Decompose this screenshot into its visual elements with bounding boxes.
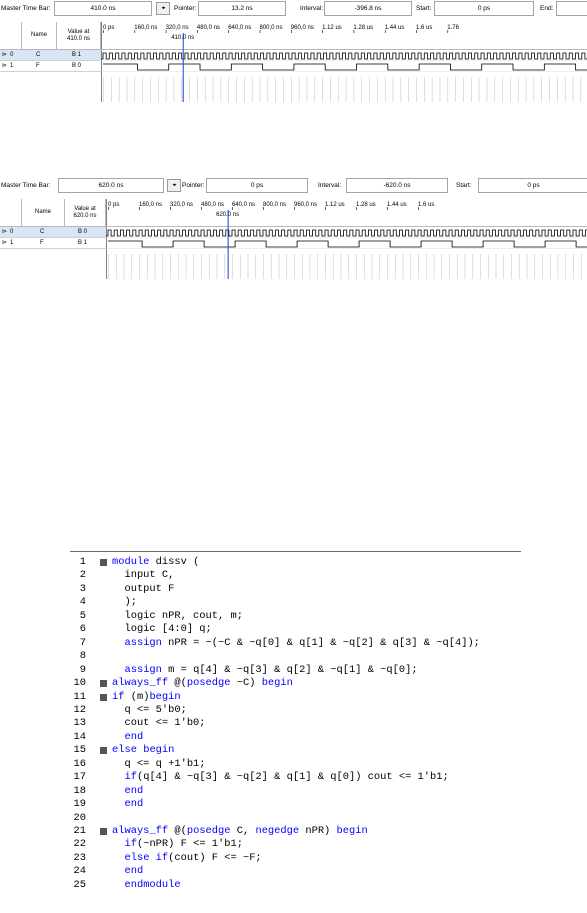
code-line[interactable] [70, 596, 521, 610]
fold-toggle-icon[interactable] [100, 680, 107, 687]
fold-toggle-icon[interactable] [100, 559, 107, 566]
code-text: ); [112, 596, 137, 609]
code-text: logic [4:0] q; [112, 623, 212, 636]
code-text: if(~nPR) F <= 1'b1; [124, 838, 243, 851]
line-number: 19 [73, 798, 86, 811]
code-text: q <= 5'b0; [112, 703, 187, 716]
master-time-bar-label: Master Time Bar: [1, 182, 51, 189]
index-header [0, 199, 22, 227]
line-number: 22 [73, 838, 86, 851]
master-time-spinner[interactable]: ◂▸ [156, 2, 170, 15]
line-number: 8 [79, 650, 86, 663]
master-time-bar-label: Master Time Bar: [1, 5, 51, 12]
time-tick-label: 800,0 ns [263, 202, 287, 208]
code-line[interactable] [70, 852, 521, 866]
value-at-label: Value at [74, 205, 96, 212]
line-number: 13 [73, 717, 86, 730]
cursor-time-label: 620.0 ns [216, 212, 240, 218]
code-line[interactable] [70, 569, 521, 583]
line-number: 23 [73, 851, 86, 864]
code-text: end [124, 865, 144, 878]
code-text: else begin [112, 744, 175, 757]
pin-icon: ⊳ [2, 229, 8, 235]
code-line[interactable] [70, 717, 521, 731]
signal-c-waveform [106, 230, 587, 236]
time-tick-label: 1.12 us [325, 202, 345, 208]
line-number: 11 [73, 690, 86, 703]
time-tick-label: 1.12 us [322, 25, 342, 31]
waveform-area[interactable] [101, 22, 587, 102]
code-line[interactable] [70, 731, 521, 745]
interval-field[interactable]: -620.0 ns [346, 178, 448, 193]
signal-row-f[interactable] [0, 61, 101, 72]
signal-row-f[interactable] [0, 238, 106, 249]
time-tick-label: 160,0 ns [134, 25, 158, 31]
code-text: always_ff @(posedge C, negedge nPR) begin [112, 825, 368, 837]
time-tick-label: 960,0 ns [290, 25, 314, 31]
signal-index: 1 [10, 63, 14, 69]
pin-icon: ⊳ [2, 52, 8, 58]
line-number: 24 [73, 865, 86, 878]
code-text: if (m)begin [112, 690, 181, 703]
signal-value: B 1 [78, 240, 88, 246]
line-number: 14 [73, 730, 86, 743]
signal-table [0, 22, 102, 102]
master-time-bar-field[interactable]: 620.0 ns [58, 178, 164, 193]
time-tick-label: 480,0 ns [201, 202, 225, 208]
code-line[interactable] [70, 771, 521, 785]
code-text: always_ff @(posedge ~C) begin [112, 677, 293, 690]
code-text: logic nPR, cout, m; [112, 609, 243, 622]
code-text: end [124, 784, 144, 797]
name-header: Name [22, 199, 65, 227]
code-line[interactable] [70, 758, 521, 772]
line-number: 1 [79, 556, 86, 568]
line-number: 3 [79, 582, 86, 595]
signal-name: F [36, 63, 40, 69]
pointer-field[interactable]: 13.2 ns [198, 1, 286, 16]
line-number: 21 [73, 825, 86, 837]
line-number: 4 [79, 596, 86, 609]
waveform-grid [0, 199, 587, 279]
start-label: Start: [456, 182, 472, 189]
signal-row-c[interactable] [0, 50, 101, 61]
name-header: Name [22, 22, 57, 50]
line-number: 10 [73, 677, 86, 690]
time-tick-label: 0 ps [103, 25, 115, 31]
line-number: 6 [79, 623, 86, 636]
signal-c-waveform [101, 53, 587, 59]
code-text: end [124, 798, 144, 811]
line-number: 9 [79, 663, 86, 676]
signal-value: B 0 [72, 63, 82, 69]
code-line[interactable] [70, 785, 521, 799]
time-tick-label: 320,0 ns [165, 25, 189, 31]
time-tick-label: 160,0 ns [139, 202, 163, 208]
code-line[interactable] [70, 865, 521, 879]
value-at-header [65, 199, 106, 227]
time-toolbar [0, 177, 587, 195]
line-number: 2 [79, 569, 86, 582]
code-line[interactable] [70, 677, 521, 691]
time-tick-label: 640,0 ns [228, 25, 252, 31]
time-tick-label: 640,0 ns [232, 202, 256, 208]
index-header [0, 22, 22, 50]
code-text: q <= q +1'b1; [112, 757, 206, 770]
signal-index: 0 [10, 229, 14, 235]
time-tick-label: 1.28 us [356, 202, 376, 208]
code-line[interactable] [70, 623, 521, 637]
code-text: cout <= 1'b0; [112, 717, 206, 730]
start-field[interactable]: 0 ps [478, 178, 587, 193]
waveform-panel-1 [0, 0, 587, 103]
end-field[interactable] [556, 1, 587, 16]
time-tick-label: 1.28 us [353, 25, 374, 31]
master-time-spinner[interactable]: ◂▸ [167, 179, 181, 192]
code-text: output F [112, 582, 175, 595]
pin-icon: ⊳ [2, 240, 8, 246]
code-line[interactable] [70, 556, 521, 570]
signal-index: 0 [10, 52, 14, 58]
interval-field[interactable]: -396.8 ns [324, 1, 412, 16]
line-number: 18 [73, 784, 86, 797]
signal-name: C [40, 229, 45, 235]
time-tick-label: 480,0 ns [196, 25, 220, 31]
code-text: else if(cout) F <= ~F; [124, 851, 262, 864]
code-editor[interactable] [70, 551, 521, 902]
waveform-area[interactable] [106, 199, 587, 279]
signal-name: F [40, 240, 44, 246]
cursor-time-label: 410.0 ns [171, 35, 195, 41]
value-at-label: Value at [67, 28, 90, 35]
pointer-label: Pointer: [182, 182, 205, 189]
time-tick-label: 1.6 us [416, 25, 433, 31]
code-line[interactable] [70, 838, 521, 852]
waveform-panel-2 [0, 177, 587, 277]
code-text: assign m = q[4] & ~q[3] & q[2] & ~q[1] & ~q[0]; [124, 663, 418, 676]
code-line[interactable] [70, 744, 521, 758]
time-tick-label: 960,0 ns [294, 202, 318, 208]
signal-name: C [36, 52, 41, 58]
start-label: Start: [416, 5, 432, 12]
code-line[interactable] [70, 798, 521, 812]
code-text: assign nPR = ~(~C & ~q[0] & q[1] & ~q[2] & q[3] & ~q[4]); [124, 636, 480, 649]
code-line[interactable] [70, 664, 521, 678]
value-at-time: 410.0 ns [66, 35, 91, 42]
line-number: 15 [73, 744, 86, 757]
value-at-header [57, 22, 101, 50]
fold-toggle-icon[interactable] [100, 694, 107, 701]
signal-table [0, 199, 107, 279]
time-tick-label: 320,0 ns [170, 202, 194, 208]
time-tick-label: 1.44 us [387, 202, 407, 208]
signal-value: B 1 [72, 52, 82, 58]
signal-f-waveform [103, 64, 587, 70]
code-line[interactable] [70, 704, 521, 718]
time-tick-label: 1.44 us [384, 25, 405, 31]
code-text: endmodule [124, 878, 181, 891]
signal-f-waveform [108, 241, 587, 247]
fold-toggle-icon[interactable] [100, 747, 107, 754]
start-field[interactable]: 0 ps [434, 1, 534, 16]
line-number: 25 [73, 878, 86, 891]
interval-label: Interval: [318, 182, 342, 189]
time-tick-label: 0 ps [108, 202, 120, 208]
code-line[interactable] [70, 637, 521, 651]
master-time-bar-field[interactable]: 410.0 ns [54, 1, 152, 16]
line-number: 17 [73, 771, 86, 784]
time-tick-label: 800,0 ns [259, 25, 283, 31]
waveform-grid [0, 22, 587, 102]
code-text: end [124, 730, 144, 743]
code-line[interactable] [70, 691, 521, 705]
code-text: module dissv ( [112, 556, 200, 568]
line-number: 5 [79, 609, 86, 622]
time-toolbar [0, 0, 587, 18]
code-line[interactable] [70, 650, 521, 664]
code-text: input C, [112, 569, 175, 582]
signal-row-c[interactable] [0, 227, 106, 238]
signal-value: B 0 [78, 229, 88, 235]
line-number: 7 [79, 636, 86, 649]
fold-toggle-icon[interactable] [100, 828, 107, 835]
code-line[interactable] [70, 812, 521, 826]
pin-icon: ⊳ [2, 63, 8, 69]
time-tick-label: 1.6 us [418, 202, 435, 208]
pointer-field[interactable]: 0 ps [206, 178, 308, 193]
code-text: if(q[4] & ~q[3] & ~q[2] & q[1] & q[0]) cout <= 1'b1; [124, 771, 449, 784]
code-line[interactable] [70, 583, 521, 597]
end-label: End: [540, 5, 554, 12]
value-at-time: 620.0 ns [73, 212, 97, 219]
line-number: 20 [73, 811, 86, 824]
time-tick-label: 1.76 [447, 25, 459, 31]
code-line[interactable] [70, 610, 521, 624]
line-number: 16 [73, 757, 86, 770]
code-line[interactable] [70, 825, 521, 839]
line-number: 12 [73, 703, 86, 716]
code-line[interactable] [70, 879, 521, 893]
signal-index: 1 [10, 240, 14, 246]
pointer-label: Pointer: [174, 5, 197, 12]
interval-label: Interval: [300, 5, 324, 12]
